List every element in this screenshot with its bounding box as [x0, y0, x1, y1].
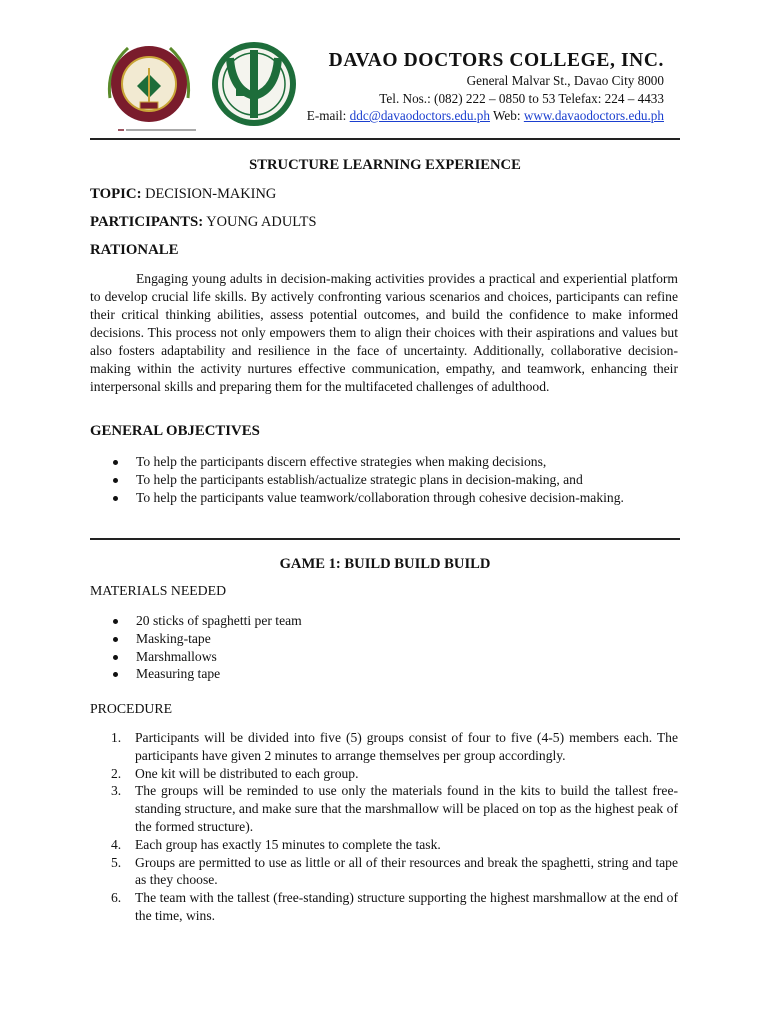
- objective-text: To help the participants discern effective strategies when making decisions,: [136, 454, 547, 469]
- step-number: 2.: [111, 765, 122, 781]
- section-divider: [90, 538, 680, 540]
- college-seal-icon: [109, 46, 196, 130]
- material-text: Measuring tape: [136, 666, 221, 681]
- rationale-text: Engaging young adults in decision-making activities provides a practical and experiential platform to develop crucial life skills. By actively confronting various scenarios and choices, participants can refine their critical thinking abilities, assess potential outcomes, and build the confidence to make informed decisions. This process not only empowers them to align their choices with their aspirations and values but also fosters adaptability and resilience in the face of uncertainty. Additionally, collaborative decision-making within the activity nurtures effective communication, empathy, and teamwork, enhancing their interpersonal skills and preparing them for the multifaceted challenges of adulthood.: [90, 271, 678, 394]
- procedure-step: [90, 889, 678, 925]
- material-text: Marshmallows: [136, 649, 217, 664]
- topic-line: [90, 186, 276, 203]
- material-text: 20 sticks of spaghetti per team: [136, 613, 302, 628]
- bullet-icon: [113, 460, 118, 465]
- bullet-icon: [113, 496, 118, 501]
- college-name: DAVAO DOCTORS COLLEGE, INC.: [328, 50, 664, 71]
- step-text: The groups will be reminded to use only the materials found in the kits to build the tallest free-standing structure, and make sure that the marshmallow will be placed on top as the highest peak of the formed structure).: [135, 783, 678, 834]
- step-text: Groups are permitted to use as little or all of their resources and break the spaghetti, string and tape as they choose.: [135, 854, 678, 888]
- step-text: One kit will be distributed to each group.: [135, 765, 359, 781]
- college-address: General Malvar St., Davao City 8000: [466, 73, 664, 88]
- step-text: Participants will be divided into five (5) groups consist of four to five (4-5) members each. The participants have given 2 minutes to arrange themselves per group accordingly.: [135, 730, 678, 763]
- step-text: Each group has exactly 15 minutes to complete the task.: [135, 836, 441, 852]
- procedure-step: [90, 765, 678, 783]
- step-number: 3.: [111, 783, 122, 799]
- participants-label: PARTICIPANTS:: [90, 214, 204, 230]
- rationale-heading: RATIONALE: [90, 242, 179, 258]
- topic-label: TOPIC:: [90, 186, 142, 202]
- bullet-icon: [113, 655, 118, 660]
- procedure-list: [90, 729, 678, 925]
- procedure-step: [90, 782, 678, 835]
- procedure-label: PROCEDURE: [90, 701, 173, 716]
- college-logos: [104, 38, 302, 138]
- college-phones: Tel. Nos.: (082) 222 – 0850 to 53 Telefax: 224 – 4433: [379, 91, 664, 106]
- step-number: 5.: [111, 854, 122, 870]
- web-link[interactable]: www.davaodoctors.edu.ph: [523, 108, 664, 123]
- step-number: 4.: [111, 836, 122, 852]
- web-label: Web:: [489, 108, 524, 123]
- objective-text: To help the participants value teamwork/collaboration through cohesive decision-making.: [136, 490, 624, 505]
- procedure-step: [90, 854, 678, 890]
- step-number: 1.: [111, 730, 122, 745]
- material-text: Masking-tape: [136, 631, 211, 646]
- procedure-step: [90, 836, 678, 854]
- header-divider: [90, 138, 680, 140]
- bullet-icon: [113, 619, 118, 624]
- bullet-icon: [113, 672, 118, 677]
- psychology-seal-icon: [212, 42, 296, 126]
- materials-label: MATERIALS NEEDED: [90, 583, 227, 598]
- email-label: E-mail:: [306, 108, 350, 123]
- college-contact: [307, 108, 664, 124]
- step-number: 6.: [111, 890, 122, 906]
- bullet-icon: [113, 478, 118, 483]
- objective-text: To help the participants establish/actualize strategic plans in decision-making, and: [136, 472, 583, 487]
- bullet-icon: [113, 637, 118, 642]
- participants-value: YOUNG ADULTS: [203, 214, 317, 230]
- procedure-step: [90, 729, 678, 765]
- participants-line: [90, 214, 316, 231]
- email-link[interactable]: ddc@davaodoctors.edu.ph: [349, 108, 490, 123]
- objectives-heading: GENERAL OBJECTIVES: [90, 423, 260, 439]
- step-text: The team with the tallest (free-standing) structure supporting the highest marshmallow at the end of the time, wins.: [135, 890, 678, 923]
- game-title: GAME 1: BUILD BUILD BUILD: [279, 556, 491, 572]
- topic-value: DECISION-MAKING: [141, 186, 277, 202]
- document-title: STRUCTURE LEARNING EXPERIENCE: [249, 157, 521, 173]
